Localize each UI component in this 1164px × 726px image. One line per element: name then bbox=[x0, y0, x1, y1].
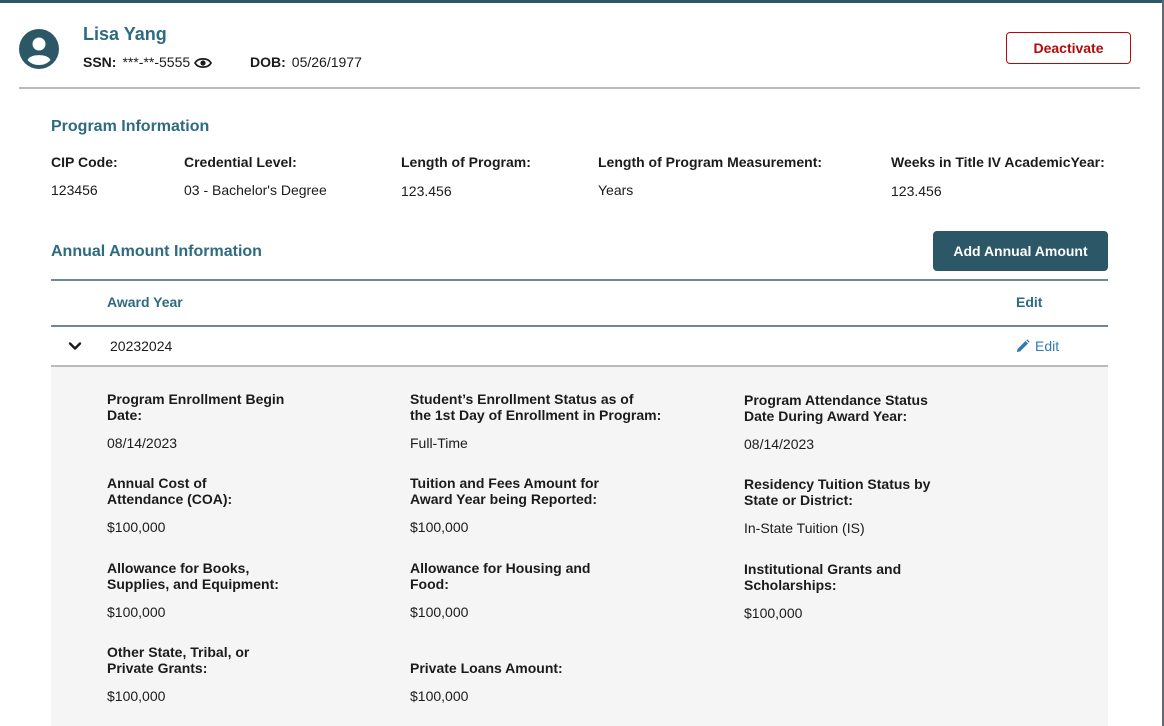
program-length-value: 123.456 bbox=[401, 183, 452, 199]
pencil-icon bbox=[1016, 339, 1030, 353]
detail-label: Residency Tuition Status by State or District: bbox=[744, 476, 931, 508]
detail-label: Student’s Enrollment Status as of the 1st Day of Enrollment in Program: bbox=[410, 391, 662, 423]
cip-code-value: 123456 bbox=[51, 182, 98, 198]
dob-value: 05/26/1977 bbox=[291, 54, 362, 70]
edit-header: Edit bbox=[1016, 294, 1043, 310]
detail-value: Full-Time bbox=[410, 435, 468, 451]
title-iv-weeks-label: Weeks in Title IV AcademicYear: bbox=[891, 154, 1105, 170]
add-annual-amount-button[interactable]: Add Annual Amount bbox=[933, 231, 1108, 271]
table-header-border bbox=[51, 325, 1108, 327]
detail-label: Annual Cost of Attendance (COA): bbox=[107, 475, 233, 507]
length-measurement-value: Years bbox=[598, 182, 634, 198]
detail-label: Program Attendance Status Date During Award Year: bbox=[744, 392, 928, 424]
detail-label: Tuition and Fees Amount for Award Year being Reported: bbox=[410, 475, 599, 507]
award-year-cell: 20232024 bbox=[110, 338, 173, 354]
detail-label: Other State, Tribal, or Private Grants: bbox=[107, 644, 250, 676]
detail-label: Private Loans Amount: bbox=[410, 660, 563, 676]
detail-value: In-State Tuition (IS) bbox=[744, 520, 865, 536]
dob-label: DOB: bbox=[250, 54, 286, 70]
program-length-label: Length of Program: bbox=[401, 154, 531, 170]
title-iv-weeks-value: 123.456 bbox=[891, 183, 942, 199]
cip-code-label: CIP Code: bbox=[51, 154, 118, 170]
program-info-title: Program Information bbox=[51, 118, 210, 135]
detail-value: $100,000 bbox=[410, 604, 469, 620]
detail-label: Allowance for Housing and Food: bbox=[410, 560, 591, 592]
top-accent-bar bbox=[0, 0, 1164, 3]
detail-value: $100,000 bbox=[107, 688, 166, 704]
user-circle-icon bbox=[19, 29, 59, 69]
student-name: Lisa Yang bbox=[83, 24, 167, 44]
detail-label: Allowance for Books, Supplies, and Equipment: bbox=[107, 560, 279, 592]
detail-label: Institutional Grants and Scholarships: bbox=[744, 561, 902, 593]
edit-link-label: Edit bbox=[1035, 338, 1060, 354]
chevron-down-icon[interactable] bbox=[67, 339, 83, 353]
detail-label: Program Enrollment Begin Date: bbox=[107, 391, 285, 423]
detail-value: $100,000 bbox=[744, 605, 803, 621]
detail-value: 08/14/2023 bbox=[107, 435, 178, 451]
dob-field bbox=[250, 54, 362, 70]
detail-value: $100,000 bbox=[410, 688, 469, 704]
deactivate-button[interactable]: Deactivate bbox=[1006, 32, 1131, 64]
credential-level-value: 03 - Bachelor's Degree bbox=[184, 182, 327, 198]
detail-value: $100,000 bbox=[410, 519, 469, 535]
ssn-value: ***-**-5555 bbox=[122, 54, 191, 70]
edit-row-link[interactable] bbox=[1016, 338, 1059, 354]
detail-value: $100,000 bbox=[107, 519, 166, 535]
credential-level-label: Credential Level: bbox=[184, 154, 297, 170]
eye-icon[interactable] bbox=[194, 56, 212, 70]
ssn-field bbox=[83, 54, 212, 70]
ssn-label: SSN: bbox=[83, 54, 117, 70]
award-year-header: Award Year bbox=[107, 294, 183, 310]
length-measurement-label: Length of Program Measurement: bbox=[598, 154, 823, 170]
header-divider bbox=[19, 87, 1140, 89]
detail-value: 08/14/2023 bbox=[744, 436, 815, 452]
detail-value: $100,000 bbox=[107, 604, 166, 620]
table-top-border bbox=[51, 279, 1108, 281]
annual-amount-title: Annual Amount Information bbox=[51, 243, 262, 260]
